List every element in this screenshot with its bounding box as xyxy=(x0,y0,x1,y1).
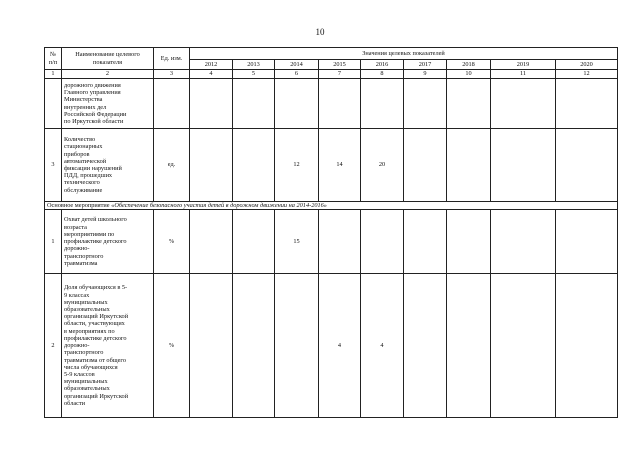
value-cell xyxy=(404,79,447,129)
indicator-name-line: области xyxy=(64,399,86,407)
header-year: 2016 xyxy=(361,60,404,70)
indicator-name-line: Российской Федерации xyxy=(64,110,127,118)
indicator-name-line: Министерства xyxy=(64,96,103,104)
value-cell xyxy=(556,274,618,418)
value-cell xyxy=(447,210,491,274)
value-cell xyxy=(447,274,491,418)
value-cell xyxy=(190,210,233,274)
value-cell xyxy=(275,79,319,129)
column-number-cell: 10 xyxy=(447,70,491,79)
value-cell xyxy=(190,274,233,418)
indicator-name-line: Главного управления xyxy=(64,89,121,97)
indicator-name-line: муниципальных xyxy=(64,378,108,386)
column-number-cell: 7 xyxy=(319,70,361,79)
section-prefix: Основное мероприятие « xyxy=(47,202,115,209)
value-cell xyxy=(447,129,491,202)
indicator-name-line: образовательных xyxy=(64,306,110,314)
value-cell xyxy=(233,79,275,129)
indicator-name-line: дорожно- xyxy=(64,245,90,253)
header-unit: Ед. изм. xyxy=(154,48,190,70)
indicator-name-line: 9 классах xyxy=(64,291,90,299)
column-number-cell: 11 xyxy=(491,70,556,79)
value-cell xyxy=(233,129,275,202)
header-year: 2012 xyxy=(190,60,233,70)
row-number-cell xyxy=(45,79,62,129)
indicator-name-line: организаций Иркутской xyxy=(64,313,129,321)
indicator-name-line: дорожно- xyxy=(64,342,90,350)
indicator-name-line: муниципальных xyxy=(64,298,108,306)
header-values: Значения целевых показателей xyxy=(190,48,618,60)
indicator-name-line: травматизма от общего xyxy=(64,356,127,364)
value-cell xyxy=(190,79,233,129)
value-cell: 20 xyxy=(361,129,404,202)
value-cell xyxy=(233,210,275,274)
indicator-name-line: транспортного xyxy=(64,252,104,260)
value-cell: 4 xyxy=(319,274,361,418)
column-number-cell: 9 xyxy=(404,70,447,79)
indicator-name-line: по Иркутской области xyxy=(64,117,124,125)
value-cell xyxy=(190,129,233,202)
value-cell xyxy=(361,210,404,274)
value-cell xyxy=(491,210,556,274)
indicator-name-line: профилактике детского xyxy=(64,334,127,342)
indicator-name-cell xyxy=(62,79,154,129)
value-cell xyxy=(556,129,618,202)
indicator-name-line: Охват детей школьного xyxy=(64,216,127,224)
section-row xyxy=(45,202,618,210)
unit-cell: ед. xyxy=(154,129,190,202)
value-cell xyxy=(319,79,361,129)
indicator-name-line: автоматической xyxy=(64,157,107,165)
header-name: Наименование целевого показателя xyxy=(62,48,154,70)
indicator-name-line: Количество xyxy=(64,136,96,144)
value-cell xyxy=(491,274,556,418)
header-year: 2020 xyxy=(556,60,618,70)
indicator-name-cell xyxy=(62,129,154,202)
value-cell xyxy=(404,210,447,274)
value-cell: 14 xyxy=(319,129,361,202)
indicator-name-line: стационарных xyxy=(64,143,103,151)
value-cell xyxy=(275,274,319,418)
column-number-cell: 3 xyxy=(154,70,190,79)
header-num: № п/п xyxy=(45,48,62,70)
indicator-name-line: фиксации нарушений xyxy=(64,165,122,172)
indicator-name-line: дорожного движения xyxy=(64,81,121,89)
column-number-cell: 1 xyxy=(45,70,62,79)
column-number-cell: 4 xyxy=(190,70,233,79)
row-number-cell: 3 xyxy=(45,129,62,202)
row-number-cell: 2 xyxy=(45,274,62,418)
indicator-name-line: организаций Иркутской xyxy=(64,392,129,400)
indicator-name-line: в мероприятиях по xyxy=(64,327,115,335)
value-cell xyxy=(404,274,447,418)
value-cell xyxy=(491,129,556,202)
indicator-name-line: приборов xyxy=(64,150,90,158)
indicator-name-cell xyxy=(62,274,154,418)
indicator-name-line: профилактике детского xyxy=(64,238,127,246)
table-row xyxy=(45,129,618,202)
section-title-cell xyxy=(45,202,618,210)
column-numbers-row xyxy=(45,70,618,79)
indicator-name-line: ПДД, прошедших xyxy=(64,172,113,180)
target-indicators-table xyxy=(44,47,618,418)
header-year: 2014 xyxy=(275,60,319,70)
page-number: 10 xyxy=(315,27,325,37)
column-number-cell: 2 xyxy=(62,70,154,79)
unit-cell xyxy=(154,79,190,129)
value-cell xyxy=(447,79,491,129)
header-year: 2017 xyxy=(404,60,447,70)
value-cell xyxy=(556,79,618,129)
indicator-name-line: образовательных xyxy=(64,385,110,393)
value-cell xyxy=(491,79,556,129)
section-suffix: » xyxy=(323,202,327,209)
value-cell xyxy=(361,79,404,129)
column-number-cell: 6 xyxy=(275,70,319,79)
value-cell xyxy=(404,129,447,202)
header-year: 2018 xyxy=(447,60,491,70)
indicator-name-line: обслуживание xyxy=(64,186,103,194)
unit-cell: % xyxy=(154,210,190,274)
column-number-cell: 8 xyxy=(361,70,404,79)
value-cell: 15 xyxy=(275,210,319,274)
value-cell xyxy=(233,274,275,418)
value-cell: 4 xyxy=(361,274,404,418)
value-cell xyxy=(319,210,361,274)
column-number-cell: 12 xyxy=(556,70,618,79)
indicator-name-line: травматизма xyxy=(64,259,98,267)
value-cell: 12 xyxy=(275,129,319,202)
value-cell xyxy=(556,210,618,274)
table-row xyxy=(45,274,618,418)
indicator-name-line: транспортного xyxy=(64,349,104,357)
indicator-name-line: числа обучающихся xyxy=(64,363,118,371)
table-row xyxy=(45,79,618,129)
indicator-name-line: мероприятиями по xyxy=(64,230,115,238)
header-year: 2013 xyxy=(233,60,275,70)
row-number-cell: 1 xyxy=(45,210,62,274)
indicator-name-line: технического xyxy=(64,179,100,187)
table-body xyxy=(45,79,618,418)
table-row xyxy=(45,210,618,274)
header-year: 2015 xyxy=(319,60,361,70)
column-number-cell: 5 xyxy=(233,70,275,79)
indicator-name-line: возраста xyxy=(64,223,87,231)
indicator-name-line: Доля обучающихся в 5- xyxy=(64,284,128,292)
indicator-name-line: области, участвующих xyxy=(64,320,125,328)
indicator-name-line: 5-9 классов xyxy=(64,370,95,378)
header-year: 2019 xyxy=(491,60,556,70)
section-title: Обеспечение безопасного участия детей в дорожном движении на 2014-2016 xyxy=(114,202,324,209)
indicator-name-line: внутренних дел xyxy=(64,103,107,111)
unit-cell: % xyxy=(154,274,190,418)
indicator-name-cell xyxy=(62,210,154,274)
